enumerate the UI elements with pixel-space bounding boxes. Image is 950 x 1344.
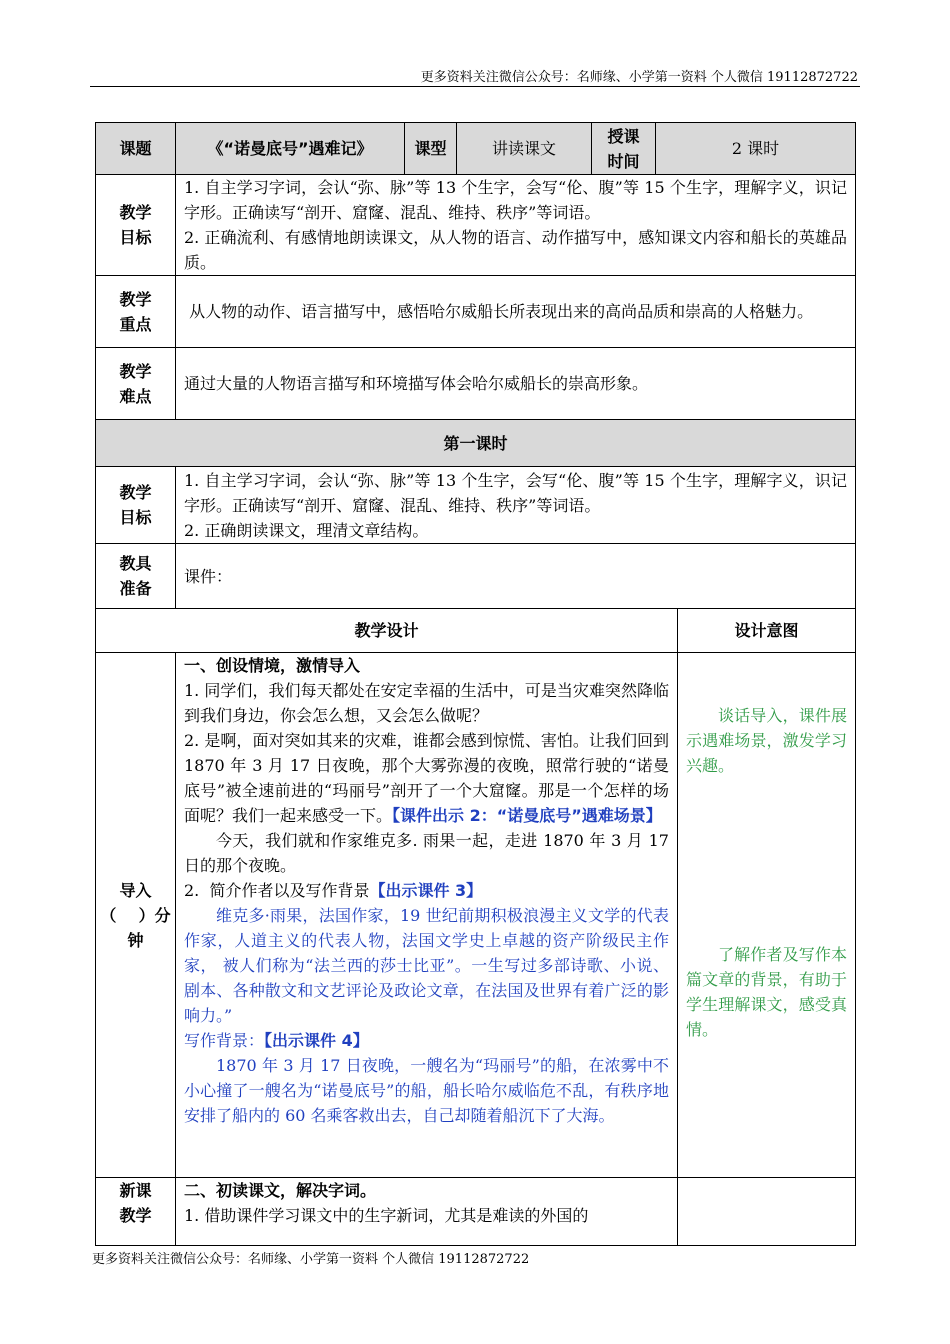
newlesson-heading: 二、初读课文，解决字词。 (184, 1181, 377, 1200)
intro-p1: 1. 同学们，我们每天都处在安定幸福的生活中，可是当灾难突然降临到我们身边，你会怎么想，又会怎么做呢？ (184, 681, 669, 725)
time-label (592, 123, 656, 175)
intro-p2-text: 2. 是啊，面对突如其来的灾难，谁都会感到惊慌、害怕。让我们回到 1870 年 3 月 17 日夜晚，那个大雾弥漫的夜晚，照常行驶的“诺曼底号”被全速前进的“玛丽号”剖开了一个大窟窿。那是一个怎样的场面呢？我们一起来感受一下。 (184, 731, 669, 825)
intro-p4-text: 2. 简介作者以及写作背景 (184, 881, 370, 900)
design-header: 教学设计 (96, 609, 678, 653)
tools-label-line1: 教具 (119, 554, 152, 573)
intro-note2: 了解作者及写作本篇文章的背景，有助于学生理解课文，感受真情。 (686, 945, 847, 1039)
newlesson-p1: 1. 借助课件学习课文中的生字新词，尤其是难读的外国的 (184, 1206, 589, 1225)
focus-content (176, 276, 856, 348)
intro-label-line1: 导入 (119, 880, 152, 900)
courseware-4-label: 【出示课件 4】 (264, 1031, 369, 1050)
topic-value: 《“诺曼底号”遇难记》 (176, 123, 405, 175)
time-label-line2: 时间 (607, 151, 640, 171)
lesson1-goals-label (96, 467, 176, 544)
lesson1-goals-content (176, 467, 856, 544)
focus-label (96, 276, 176, 348)
tools-label-line2: 准备 (119, 579, 152, 598)
intro-p6 (184, 1028, 669, 1053)
newlesson-content (176, 1178, 678, 1246)
lesson1-goals-label-line1: 教学 (119, 483, 152, 502)
goals-label-line1: 教学 (119, 203, 152, 222)
lesson-plan-table (95, 122, 856, 1246)
intro-p2 (184, 728, 669, 828)
page-footer: 更多资料关注微信公众号：名师缘、小学第一资料 个人微信 19112872722 (92, 1252, 530, 1267)
intent-header: 设计意图 (678, 609, 856, 653)
newlesson-notes (678, 1178, 856, 1246)
lesson1-title-row (96, 420, 856, 467)
difficulty-text: 通过大量的人物语言描写和环境描写体会哈尔威船长的崇高形象。 (184, 374, 649, 393)
intro-label-line3: 钟 (127, 930, 144, 950)
lesson1-goals-line2: 2. 正确朗读课文，理清文章结构。 (184, 520, 429, 540)
focus-label-line1: 教学 (119, 289, 152, 309)
tools-label (96, 544, 176, 609)
difficulty-label-line1: 教学 (119, 361, 152, 381)
type-label: 课型 (405, 123, 457, 175)
intro-content (176, 653, 678, 1178)
intro-label (96, 653, 176, 1178)
page-header: 更多资料关注微信公众号：名师缘、小学第一资料 个人微信 19112872722 (420, 70, 858, 85)
difficulty-label (96, 348, 176, 420)
intro-p7: 1870 年 3 月 17 日夜晚，一艘名为“玛丽号”的船，在浓雾中不小心撞了一艘名为“诺曼底号”的船，船长哈尔威临危不乱，有秩序地安排了船内的 60 名乘客救出去，自己却随着船沉下了大海。 (184, 1056, 669, 1125)
focus-row (96, 276, 856, 348)
time-value: 2 课时 (656, 123, 856, 175)
intro-row (96, 653, 856, 1178)
difficulty-row (96, 348, 856, 420)
newlesson-label (96, 1178, 176, 1246)
intro-notes (678, 653, 856, 1178)
lesson1-goals-row (96, 467, 856, 544)
goals-label-line2: 目标 (119, 228, 152, 247)
difficulty-content (176, 348, 856, 420)
intro-p3: 今天，我们就和作家维克多. 雨果一起，走进 1870 年 3 月 17 日的那个夜晚。 (184, 831, 669, 875)
intro-p5: 维克多·雨果，法国作家，19 世纪前期积极浪漫主义文学的代表作家，人道主义的代表人物，法国文学史上卓越的资产阶级民主作家， 被人们称为“法兰西的莎士比亚”。一生写过多部诗歌、小说、剧本、各种散文和文艺评论及政论文章，在法国及世界有着广泛的影响力。” (184, 906, 669, 1025)
header-divider (90, 86, 860, 87)
focus-label-line2: 重点 (119, 314, 152, 334)
newlesson-label-line2: 教学 (119, 1206, 152, 1225)
courseware-3-label: 【出示课件 3】 (369, 881, 483, 900)
newlesson-row (96, 1178, 856, 1246)
lesson1-goals-label-line2: 目标 (119, 508, 152, 527)
topic-label: 课题 (96, 123, 176, 175)
tools-text: 课件： (184, 566, 233, 586)
intro-label-line2: （ ）分 (100, 905, 171, 925)
goals-line1: 1. 自主学习字词，会认“弥、脉”等 13 个生字，会写“伦、腹”等 15 个生字，理解字义，识记字形。正确读写“剖开、窟窿、混乱、维持、秩序”等词语。 (184, 178, 847, 222)
goals-row (96, 175, 856, 276)
time-label-line1: 授课 (607, 126, 640, 146)
tools-content (176, 544, 856, 609)
newlesson-label-line1: 新课 (119, 1181, 152, 1200)
info-row (96, 123, 856, 175)
goals-label (96, 175, 176, 276)
focus-text: 从人物的动作、语言描写中，感悟哈尔威船长所表现出来的高尚品质和崇高的人格魅力。 (184, 302, 814, 321)
goals-content (176, 175, 856, 276)
intro-note1: 谈话导入，课件展示遇难场景，激发学习兴趣。 (686, 706, 847, 775)
tools-row (96, 544, 856, 609)
difficulty-label-line2: 难点 (119, 386, 152, 406)
intro-p6-text: 写作背景： (184, 1031, 265, 1050)
type-value: 讲读课文 (457, 123, 592, 175)
courseware-2-label: 【课件出示 2：“诺曼底号”遇难场景】 (392, 806, 662, 825)
intro-p4 (184, 878, 669, 903)
goals-line2: 2. 正确流利、有感情地朗读课文，从人物的语言、动作描写中，感知课文内容和船长的英雄品质。 (184, 228, 847, 272)
lesson1-title: 第一课时 (96, 420, 856, 467)
design-header-row (96, 609, 856, 653)
lesson1-goals-line1: 1. 自主学习字词，会认“弥、脉”等 13 个生字，会写“伦、腹”等 15 个生字，理解字义，识记字形。正确读写“剖开、窟窿、混乱、维持、秩序”等词语。 (184, 470, 847, 515)
intro-heading: 一、创设情境，激情导入 (184, 656, 361, 675)
